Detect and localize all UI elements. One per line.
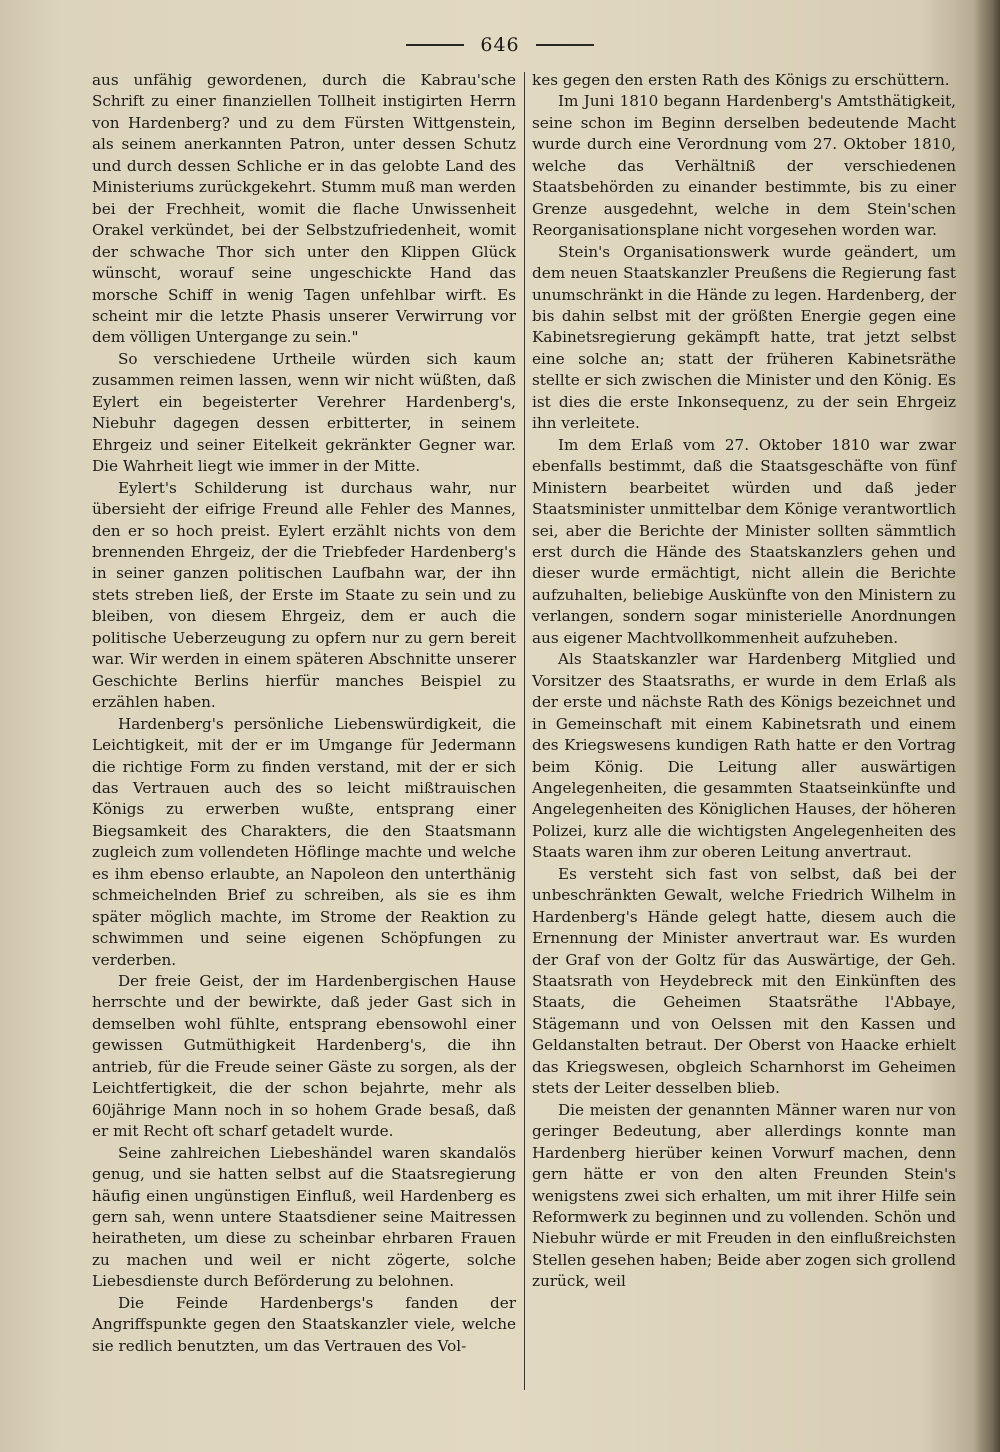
header-rule-right — [536, 44, 594, 46]
column-divider — [524, 72, 525, 1390]
page-number: 646 — [480, 34, 520, 56]
left-paragraph-4: Hardenberg's persönliche Liebenswürdigkeit, die Leichtigkeit, mit der er im Umgange für Jedermann die richtige Form zu finden verstand, mit der er sich das Vertrauen auch des so leicht mißtrauischen Königs zu erwerben wußte, entsprang einer Biegsamkeit des Charakters, die den Staatsmann zugleich zum vollendeten Höflinge machte und welche es ihm ebenso erlaubte, an Napoleon den unterthänig schmeichelnden Brief zu schreiben, als sie es ihm später möglich machte, im Strome der Reaktion zu schwimmen und seine eigenen Schöpfungen zu verderben. — [92, 714, 516, 969]
left-paragraph-7: Die Feinde Hardenbergs's fanden der Angriffspunkte gegen den Staatskanzler viele, welche sie redlich benutzten, um das Vertrauen des Vol- — [92, 1293, 516, 1355]
right-paragraph-1: kes gegen den ersten Rath des Königs zu erschüttern. — [532, 71, 950, 89]
right-paragraph-2: Im Juni 1810 begann Hardenberg's Amtsthätigkeit, seine schon im Beginn derselben bedeutende Macht wurde durch eine Verordnung vom 27. Oktober 1810, welche das Verhältniß der verschiedenen Staatsbehörden zu einander bestimmte, bis zu einer Grenze ausgedehnt, welche in dem Stein'schen Reorganisationsplane nicht vorgesehen worden war. — [532, 92, 956, 240]
right-paragraph-3: Stein's Organisationswerk wurde geändert, um dem neuen Staatskanzler Preußens die Regierung fast unumschränkt in die Hände zu legen. Hardenberg, der bis dahin selbst mit der größten Energie gegen eine Kabinetsregierung gekämpft hatte, trat jetzt selbst eine solche an; statt der früheren Kabinetsräthe stellte er sich zwischen die Minister und den König. Es ist dies die erste Inkonsequenz, zu der sein Ehrgeiz ihn verleitete. — [532, 242, 956, 433]
right-column — [532, 70, 956, 1293]
right-paragraph-5: Als Staatskanzler war Hardenberg Mitglied und Vorsitzer des Staatsraths, er wurde in dem Erlaß als der erste und nächste Rath des Königs bezeichnet und in Gemeinschaft mit einem Kabinetsrath und einem des Kriegswesens kundigen Rath hatte er den Vortrag beim König. Die Leitung aller auswärtigen Angelegenheiten, die gesammten Staatseinkünfte und Angelegenheiten des Königlichen Hauses, der höheren Polizei, kurz alle die wichtigsten Angelegenheiten des Staats waren ihm zur oberen Leitung anvertraut. — [532, 650, 956, 862]
left-paragraph-1: aus unfähig gewordenen, durch die Kabrau'sche Schrift zu einer finanziellen Tollheit instigirten Herrn von Hardenberg? und zu dem Fürsten Wittgenstein, als seinem anerkannten Patron, unter dessen Schutz und durch dessen Schliche er in das gelobte Land des Ministeriums zurückgekehrt. Stumm muß man werden bei der Frechheit, womit die flache Unwissenheit Orakel verkündet, bei der Selbstzufriedenheit, womit der schwache Thor sich unter den Klippen Glück wünscht, worauf seine ungeschickte Hand das morsche Schiff in wenig Tagen unfehlbar wirft. Es scheint mir die letzte Phasis unserer Verwirrung vor dem völligen Untergange zu sein." — [92, 71, 516, 347]
right-paragraph-4: Im dem Erlaß vom 27. Oktober 1810 war zwar ebenfalls bestimmt, daß die Staatsgeschäfte von fünf Ministern bearbeitet würden und daß jeder Staatsminister unmittelbar dem Könige verantwortlich sei, aber die Berichte der Minister sollten sämmtlich erst durch die Hände des Staatskanzlers gehen und dieser wurde ermächtigt, nicht allein die Berichte aufzuhalten, beliebige Auskünfte von den Ministern zu verlangen, sondern sogar ministerielle Anordnungen aus eigener Machtvollkommenheit aufzuheben. — [532, 435, 956, 647]
left-paragraph-6: Seine zahlreichen Liebeshändel waren skandalös genug, und sie hatten selbst auf die Staatsregierung häufig einen ungünstigen Einfluß, weil Hardenberg es gern sah, wenn untere Staatsdiener seine Maitressen heiratheten, um diese zu scheinbar ehrbaren Frauen zu machen und weil er nicht zögerte, solche Liebesdienste durch Beförderung zu belohnen. — [92, 1143, 516, 1291]
right-paragraph-7: Die meisten der genannten Männer waren nur von geringer Bedeutung, aber allerdings konnte man Hardenberg hierüber keinen Vorwurf machen, denn gern hätte er von den alten Freunden Stein's wenigstens zwei sich erhalten, um mit ihrer Hilfe sein Reformwerk zu beginnen und zu vollenden. Schön und Niebuhr würde er mit Freuden in den einflußreichsten Stellen gesehen haben; Beide aber zogen sich grollend zurück, weil — [532, 1100, 956, 1291]
left-paragraph-2: So verschiedene Urtheile würden sich kaum zusammen reimen lassen, wenn wir nicht wüßten, daß Eylert ein begeisterter Verehrer Hardenberg's, Niebuhr dagegen dessen erbitterter, in seinem Ehrgeiz und seiner Eitelkeit gekränkter Gegner war. Die Wahrheit liegt wie immer in der Mitte. — [92, 349, 516, 476]
left-paragraph-5: Der freie Geist, der im Hardenbergischen Hause herrschte und der bewirkte, daß jeder Gast sich in demselben wohl fühlte, entsprang ebensowohl einer gewissen Gutmüthigkeit Hardenberg's, die ihn antrieb, für die Freude seiner Gäste zu sorgen, als der Leichtfertigkeit, die der schon bejahrte, mehr als 60jährige Mann noch in so hohem Grade besaß, daß er mit Recht oft scharf getadelt wurde. — [92, 972, 516, 1141]
left-column — [92, 70, 516, 1357]
left-paragraph-3: Eylert's Schilderung ist durchaus wahr, nur übersieht der eifrige Freund alle Fehler des Mannes, den er so hoch preist. Eylert erzählt nichts von dem brennenden Ehrgeiz, der die Triebfeder Hardenberg's in seiner ganzen politischen Laufbahn war, der ihn stets streben ließ, der Erste im Staate zu sein und zu bleiben, von diesem Ehrgeiz, dem er auch die politische Ueberzeugung zu opfern nur zu gern bereit war. Wir werden in einem späteren Abschnitte unserer Geschichte Berlins hierfür manches Beispiel zu erzählen haben. — [92, 478, 516, 712]
page-gutter-shadow — [974, 0, 1000, 1452]
header-rule-left — [406, 44, 464, 46]
right-paragraph-6: Es versteht sich fast von selbst, daß bei der unbeschränkten Gewalt, welche Friedrich Wilhelm in Hardenberg's Hände gelegt hatte, diesem auch die Ernennung der Minister anvertraut war. Es wurden der Graf von der Goltz für das Auswärtige, der Geh. Staatsrath von Heydebreck mit den Einkünften des Staats, die Geheimen Staatsräthe l'Abbaye, Stägemann und von Oelssen mit den Kassen und Geldanstalten betraut. Der Oberst von Haacke erhielt das Kriegswesen, obgleich Scharnhorst im Geheimen stets der Leiter desselben blieb. — [532, 864, 956, 1098]
page-header — [0, 30, 1000, 60]
